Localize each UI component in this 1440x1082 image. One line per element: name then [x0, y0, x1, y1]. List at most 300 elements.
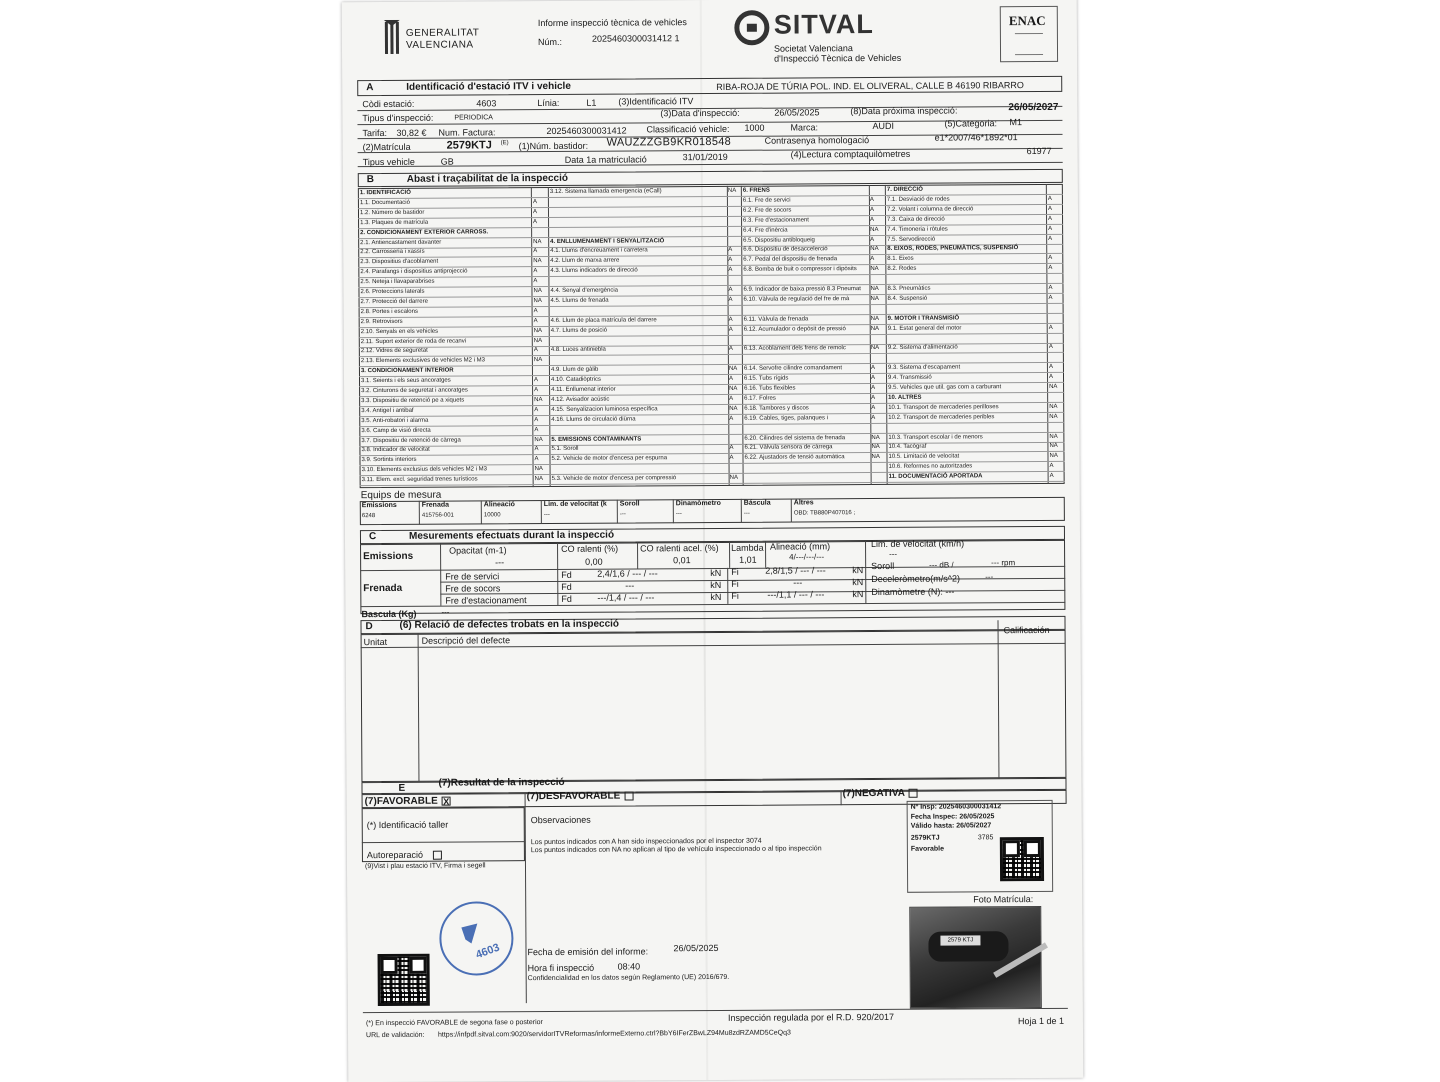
checklist-item-result: A	[1048, 344, 1053, 351]
equips-header: Báscula	[743, 499, 771, 507]
checklist-item-label: 11. DOCUMENTACIÓ APORTADA	[888, 473, 983, 481]
decel-label: Deceleròmetro(m/s^2)	[871, 573, 961, 585]
codi-value: 4603	[476, 98, 497, 109]
section-c-title: Mesurements efectuats durant la inspecció	[408, 529, 615, 542]
checklist-item-result: NA	[870, 285, 879, 293]
fre-servici-fd: 2,4/1,6 / --- / ---	[597, 568, 658, 579]
equips-value: 6248	[361, 513, 376, 520]
checklist-item-result: A	[728, 296, 733, 303]
checklist-item-result: A	[870, 365, 875, 372]
checklist-item-result: A	[533, 317, 538, 324]
equips-value: OBD: TB880P407016 ;	[793, 510, 856, 517]
checklist-item-result: A	[870, 216, 875, 223]
plate-text: 2579 KTJ	[940, 935, 980, 945]
fre-estac-label: Fre d'estacionament	[445, 595, 527, 606]
checklist-item-label: 6.22. Ajustadors de tensió automàtica	[744, 454, 845, 462]
km-value: 61977	[1026, 145, 1052, 157]
kn-2: kN	[710, 579, 722, 591]
checklist-item-result: A	[728, 286, 733, 293]
equips-header: Soroll	[619, 500, 640, 508]
checklist-item-result: NA	[1049, 453, 1058, 460]
checklist-item-result: A	[533, 248, 538, 255]
emision-label: Fecha de emisión del informe:	[527, 946, 649, 958]
checklist-item-result: NA	[533, 297, 542, 304]
fre-servici-fi: 2,8/1,5 / --- / ---	[765, 565, 826, 576]
soroll-value: --- dB /	[929, 560, 954, 570]
report-qr-icon	[378, 954, 430, 1006]
sticker-code: 3785	[977, 834, 994, 842]
checklist-item-label: 10.1. Transport de mercaderies perilloses	[888, 404, 999, 411]
checklist-item-result: A	[534, 387, 539, 394]
section-d-letter: D	[365, 621, 373, 633]
checklist-item-label: 6.20. Cilindres del sistema de frenada	[744, 434, 846, 442]
checklist-item-result: A	[533, 278, 538, 285]
checklist-row-line	[550, 483, 743, 485]
checklist-item-label: 2.8. Portes i escalons	[360, 308, 418, 315]
section-b-col2	[550, 187, 743, 486]
equips-title: Equips de mesura	[360, 489, 442, 502]
checklist-item-result: A	[1048, 225, 1053, 232]
checklist-item-label: 7.1. Desviació de rodes	[886, 196, 950, 203]
equips-divider	[419, 501, 420, 525]
checklist-item-result: A	[729, 455, 734, 462]
checklist-item-result: A	[1049, 463, 1054, 470]
checklist-item-result: A	[1048, 215, 1053, 222]
checklist-item-result: A	[729, 395, 734, 402]
sticker-qr-icon	[1000, 837, 1044, 881]
data-matric-value: 31/01/2019	[682, 151, 728, 163]
co-ralenti-acel-label: CO ralenti acel. (%)	[640, 542, 719, 554]
checklist-item-result: A	[534, 426, 539, 433]
section-a-title: Identificació d'estació ITV i vehicle	[406, 80, 571, 93]
kn-6: kN	[852, 589, 864, 600]
checklist-item-label: 10.6. Reformes no autoritzades	[888, 463, 973, 471]
equips-value: 10000	[483, 512, 501, 519]
checklist-item-label: 5.2. Vehicle de motor d'encesa per espurna	[551, 455, 668, 463]
checklist-item-result: NA	[1049, 443, 1058, 450]
page-indicator: Hoja 1 de 1	[1017, 1015, 1065, 1027]
checklist-item-result: A	[1049, 473, 1054, 480]
checklist-item-label: 4.12. Avisador acústic	[551, 396, 610, 403]
checklist-item-result: A	[1047, 195, 1052, 202]
section-e-title: (7)Resultat de la inspecció	[438, 776, 565, 789]
taller-label: (*) Identificació taller	[366, 819, 449, 831]
autoreparacio-text: Autoreparació	[366, 849, 423, 861]
hora-label: Hora fi inspecció	[527, 962, 595, 974]
checklist-item-result: A	[870, 375, 876, 382]
checklist-item-label: 5.1. Soroll	[551, 446, 579, 453]
equips-value: ---	[543, 511, 550, 519]
bastidor-label: (1)Núm. bastidor:	[518, 140, 589, 152]
checklist-item-label: 4.9. Llum de gàlib	[550, 366, 599, 374]
section-e-letter: E	[398, 782, 406, 794]
fre-socors-fd: ---	[625, 580, 635, 591]
checklist-item-label: 1.1. Documentació	[359, 199, 410, 207]
fre-socors-fi: ---	[793, 577, 803, 588]
tipus-veh-value: GB	[440, 156, 454, 167]
checklist-item-result: A	[728, 247, 733, 254]
desfavorable-checkbox[interactable]	[624, 791, 633, 800]
checklist-item-label: 6.12. Acumulador o depòsit de pressió	[743, 325, 846, 333]
checklist-item-result: NA	[870, 226, 879, 233]
checklist-item-label: 6.13. Acoblament dels frens de remolc	[743, 345, 846, 353]
checklist-item-label: 6. FRENS	[742, 187, 770, 194]
sticker-mat: 2579KTJ	[910, 834, 940, 842]
tarifa-label: Tarifa:	[362, 127, 388, 139]
bastidor-value: WAUZZZGB9KR018548	[606, 135, 732, 149]
equips-header: Lim. de velocitat (k	[543, 500, 607, 509]
calificacio-header: Calificación	[1003, 624, 1050, 636]
checklist-item-label: 3.3. Dispositiu de retenció pe a xiquets	[361, 397, 465, 405]
alineacio-value: 4/---/---/---	[789, 552, 825, 562]
checklist-item-result: A	[728, 257, 733, 264]
checklist-item-label: 6.2. Fre de socors	[742, 207, 792, 214]
bascula-label: Bascula (Kg)	[361, 608, 417, 620]
checklist-item-label: 2.6. Proteccions laterals	[360, 288, 425, 296]
defects-table	[361, 630, 1067, 782]
checklist-item-label: 2.9. Retrovisors	[360, 318, 403, 325]
checklist-item-result: A	[729, 415, 734, 422]
checklist-item-result: A	[1048, 265, 1053, 272]
classif-value: 1000	[744, 122, 765, 133]
checklist-item-label: 2.5. Neteja i llavaparabrises	[360, 278, 435, 286]
checklist-row-line	[743, 482, 887, 484]
checklist-item-label: 6.9. Indicador de baixa pressió 8.3 Pneumat	[743, 286, 861, 293]
checklist-item-result: A	[728, 346, 733, 353]
confid-note: Confidencialidad en los datos según Reglamento (UE) 2016/679.	[527, 973, 730, 983]
categoria-value: M1	[1009, 117, 1022, 128]
co-ralenti-label: CO ralenti (%)	[561, 543, 619, 554]
checklist-item-result: NA	[729, 474, 738, 481]
obs-line2: Los puntos indicados con NA no aplican al tipo de vehículo inspeccionado o al tipo inspección	[530, 845, 822, 855]
equips-header: Altres	[793, 499, 814, 507]
sitval-logo	[734, 10, 770, 46]
sitval-title: SITVAL	[773, 9, 874, 40]
checklist-item-label: 2.7. Protecció del darrere	[360, 298, 428, 306]
fre-servici-label: Fre de servici	[445, 571, 500, 582]
checklist-item-label: 4.5. Llums de frenada	[550, 297, 609, 304]
negativa-text: (7)NEGATIVA	[842, 787, 906, 800]
checklist-item-result: A	[869, 196, 874, 203]
checklist-item-label: 2.11. Suport exterior de roda de recanvi	[360, 338, 467, 345]
checklist-item-result: NA	[534, 466, 543, 473]
report-title: Informe inspecció tècnica de vehicles	[537, 17, 687, 29]
checklist-item-result: NA	[870, 246, 879, 253]
equips-divider	[481, 500, 482, 524]
itv-sticker	[907, 800, 1054, 893]
checklist-item-label: 4. ENLLUMENAMENT I SENYALITZACIÓ	[550, 237, 665, 245]
checklist-item-label: 2.2. Carrosseria i xassís	[360, 249, 425, 256]
checklist-item-label: 10.2. Transport de mercaderies peribles	[888, 413, 995, 421]
validation-url[interactable]: https://infpdf.sitval.com:9020/servidorITVReformas/informeExterno.ctrl?BbY6IFerZBwLZ94Mu8zdRZAMD5CeQq3	[437, 1029, 791, 1039]
checklist-item-label: 6.16. Tubs flexibles	[744, 385, 796, 392]
marca-value: AUDI	[872, 120, 895, 132]
emissions-label: Emissions	[363, 550, 414, 563]
checklist-item-label: 6.3. Fre d'estacionament	[743, 217, 809, 224]
equips-divider	[617, 500, 618, 524]
checklist-item-result: NA	[728, 366, 738, 373]
lambda-value: 1,01	[739, 554, 757, 565]
sitval-logo-icon	[734, 10, 770, 46]
checklist-item-label: 4.16. Llums de circulació diürna	[551, 416, 636, 423]
equips-divider	[673, 499, 674, 523]
foto-label: Foto Matrícula:	[973, 894, 1034, 905]
checklist-item-label: 4.7. Llums de posició	[550, 327, 608, 334]
gv-crest-icon	[382, 20, 402, 56]
checklist-item	[745, 473, 887, 484]
report-num-label: Núm.:	[537, 36, 563, 48]
autoreparacio-checkbox[interactable]	[433, 851, 442, 860]
autoreparacio-label	[367, 850, 442, 861]
lim-vel-label: Lim. de velocitat (km/h)	[870, 538, 965, 550]
tarifa-value: 30,82 €	[396, 127, 427, 138]
tipus-value: PERIODICA	[454, 114, 493, 122]
checklist-item-label: 6.4. Fre d'inèrcia	[743, 227, 788, 234]
checklist-item-label: 4.3. Llums indicadors de direcció	[550, 267, 638, 275]
checklist-item-result: NA	[1049, 403, 1058, 410]
co-ralenti-value: 0,00	[585, 556, 603, 567]
negativa-checkbox[interactable]	[909, 789, 918, 798]
fd-label-3: Fd	[561, 593, 572, 604]
checklist-item-label: 10.5. Limitació de velocitat	[888, 453, 960, 461]
checklist-item-result: A	[532, 208, 538, 215]
checklist-item-result: A	[533, 218, 538, 225]
checklist-row-line	[360, 484, 550, 486]
fi-label-2: Fi	[731, 578, 739, 589]
checklist-item-result: A	[533, 347, 538, 354]
checklist-item-result: A	[870, 256, 875, 263]
checklist-item-label: 6.14. Servofre cilindre comandament	[743, 365, 843, 372]
equips-header: Dinamòmetro	[675, 499, 721, 508]
report-num-value: 2025460300031412 1	[591, 33, 680, 44]
fi-label-1: Fi	[731, 566, 739, 577]
data-insp-value: 26/05/2025	[774, 107, 820, 118]
checklist-item-result: A	[728, 267, 733, 274]
checklist-item-result: NA	[534, 396, 543, 403]
checklist-item-label: 6.6. Dispositiu de desaccelerció	[743, 246, 828, 254]
hora-value: 08:40	[617, 961, 641, 972]
checklist-item-result: NA	[870, 266, 879, 273]
checklist-item-label: 6.18. Tambores y discos	[744, 405, 809, 412]
checklist-item-label: 3.7. Dispositiu de retenció de càrrega	[361, 437, 461, 444]
checklist-item-label: 6.11. Vàlvula de frenada	[743, 316, 809, 323]
checklist-item-label: 3.4. Antigel i antibaf	[361, 407, 414, 414]
co-ralenti-acel-value: 0,01	[673, 555, 691, 566]
checklist-item-label: 9.2. Sistema d'alimentació	[887, 344, 958, 352]
checklist-item-label: 4.4. Senyal d'emergència	[550, 287, 619, 294]
checklist-item-label: 3. CONDICIONAMENT INTERIOR	[360, 367, 454, 375]
section-b-col1	[360, 188, 550, 487]
data-insp-label: (3)Data d'inspecció:	[660, 107, 740, 119]
negativa-label	[843, 788, 918, 799]
checklist-item-result: NA	[533, 238, 542, 245]
checklist-item-label: 7.2. Volant i columna de direcció	[886, 206, 974, 213]
gv-logo	[382, 20, 402, 56]
checklist-item-label: 3.9. Sortints interiors	[361, 457, 417, 464]
checklist-item-label: 4.8. Luces antiniebla	[550, 347, 606, 354]
favorable-text: (7)FAVORABLE	[364, 795, 438, 808]
checklist-item-result: NA	[729, 385, 738, 392]
checklist-item-label: 2.10. Senyals en els vehicles	[360, 328, 439, 335]
data-matric-label: Data 1a matriculació	[564, 154, 647, 165]
checklist-item-result: A	[729, 445, 734, 452]
equips-divider	[741, 499, 742, 523]
checklist-item-result: A	[533, 307, 538, 314]
enac-fine-print	[1015, 33, 1043, 55]
tipus-label: Tipus d'inspecció:	[362, 112, 434, 124]
checklist-item-result: A	[534, 377, 539, 384]
fd-label-2: Fd	[561, 581, 572, 592]
equips-value: ---	[743, 510, 750, 517]
equips-value: 415756-001	[421, 512, 454, 519]
checklist-item-label: 9.5. Vehicles que util. gas com a carburant	[888, 384, 1002, 391]
checklist-item-label: 1.2. Número de bastidor	[359, 209, 425, 216]
id-itv-label: (3)Identificació ITV	[618, 96, 694, 107]
checklist-item-label: 6.1. Fre de servici	[742, 197, 791, 204]
checklist-item-result: NA	[533, 288, 542, 295]
checklist-item-label: 6.15. Tubs rígids	[743, 375, 789, 382]
checklist-item-result: NA	[533, 258, 542, 265]
section-d-title: (6) Relació de defectes trobats en la inspecció	[399, 618, 620, 631]
regulada-note: Inspección regulada por el R.D. 920/2017	[727, 1011, 895, 1023]
equips-divider	[541, 500, 542, 524]
checklist-item-label: 4.6. Llum de placa matrícula del darrere	[550, 317, 657, 324]
checklist-item	[362, 475, 550, 486]
checklist-item-result: NA	[729, 405, 738, 412]
sticker-fecha: Fecha Inspec: 26/05/2025	[910, 813, 995, 821]
checklist-item-label: 7. DIRECCIÓ	[886, 186, 923, 193]
equips-value: ---	[619, 511, 626, 518]
checklist-item-result: NA	[534, 436, 543, 443]
checklist-item-label: 6.19. Cables, tiges, palanques i	[744, 414, 829, 422]
itv-station-stamp	[439, 901, 513, 975]
bascula-value: ---	[441, 607, 450, 617]
checklist-item-result: A	[728, 326, 733, 333]
checklist-item-result: NA	[1049, 383, 1058, 390]
factura-label: Num. Factura:	[438, 127, 496, 138]
checklist-item-label: 3.10. Elements exclusius dels vehicles M2 i M3	[361, 466, 487, 474]
descripcio-header: Descripció del defecte	[421, 635, 511, 646]
checklist-item-label: 4.10. Catadiòptrics	[551, 376, 602, 384]
factura-value: 2025460300031412	[546, 125, 627, 137]
checklist-item-label: 8. EIXOS, RODES, PNEUMÀTICS, SUSPENSIÓ	[887, 245, 1019, 253]
checklist-item-label: 2.13. Elements exclusives de vehicles M2 i M3	[360, 357, 485, 365]
checklist-item-result: A	[871, 394, 876, 401]
checklist-item-result: A	[532, 198, 537, 205]
checklist-item-label: 8.4. Suspensió	[887, 295, 928, 302]
marca-label: Marca:	[790, 122, 819, 133]
checklist-item-label: 7.5. Servodirecció	[887, 236, 936, 243]
section-a-letter: A	[366, 82, 374, 94]
checklist-item-label: 8.2. Rodes	[887, 265, 917, 273]
checklist-item-result: NA	[870, 325, 880, 332]
data-prox-value: 26/05/2027	[1008, 101, 1059, 114]
checklist-item-result: NA	[727, 187, 737, 194]
sitval-sub1: Societat Valenciana	[773, 43, 853, 54]
matricula-value: 2579KTJ	[446, 139, 492, 152]
matricula-sup: (E)	[500, 140, 509, 147]
checklist-item-label: 3.11. Elem. excl. seguridad trenes turísticos	[361, 476, 478, 484]
checklist-item-result: NA	[871, 454, 880, 461]
lim-vel-value: ---	[889, 549, 898, 559]
lambda-label: Lambda	[731, 542, 764, 553]
checklist-item-label: 8.3. Pneumàtics	[887, 285, 931, 292]
matricula-label: (2)Matrícula	[362, 141, 411, 153]
checklist-item-label: 3.5. Anti-robatori i alarma	[361, 417, 429, 424]
checklist-item-label: 2.1. Antiencastament davanter	[360, 239, 442, 246]
checklist-item-label: 6.7. Pedal del dispositiu de frenada	[743, 256, 838, 264]
checklist-item-result: A	[871, 385, 876, 392]
stamp-number: 4603	[474, 941, 502, 962]
checklist-item-label: 4.1. Llums d'encreuament i carretera	[550, 247, 648, 255]
linia-value: L1	[586, 97, 597, 108]
emision-value: 26/05/2025	[673, 942, 719, 954]
checklist-item-result: A	[534, 406, 539, 413]
checklist-item-result: A	[534, 456, 539, 463]
classif-label: Classificació vehicle:	[646, 123, 730, 135]
validation-url-label: URL de validación:	[365, 1031, 425, 1040]
section-b-title: Abast i traçabilitat de la inspecció	[406, 172, 568, 185]
section-c-letter: C	[368, 531, 377, 543]
checklist-item-label: 3.12. Sistema llamada emergencia (eCall)	[549, 188, 662, 195]
kn-1: kN	[710, 567, 722, 579]
checklist-item-result: NA	[533, 337, 543, 344]
sticker-fav: Favorable	[910, 845, 944, 853]
checklist-item-label: 6.10. Vàlvula de regulació del fre de mà	[743, 296, 850, 303]
checklist-item-result: NA	[871, 434, 880, 441]
checklist-item-label: 8.1. Eixos	[887, 256, 914, 263]
equips-header: Frenada	[421, 501, 450, 509]
checklist-item-result: NA	[533, 357, 543, 364]
inspection-report-sheet	[342, 0, 1084, 1082]
checklist-item-label: 3.1. Seients i els seus ancoratges	[361, 377, 451, 385]
fre-estac-fd: ---/1,4 / --- / ---	[597, 592, 655, 603]
sticker-ninsp: Nº Insp: 2025460300031412	[910, 803, 1002, 811]
equips-header: Emissions	[361, 501, 397, 510]
equips-header: Alineació	[483, 501, 515, 509]
checklist-item-label: 2.3. Dispositius d'acoblament	[360, 258, 439, 266]
checklist-item-result: NA	[870, 315, 880, 322]
checklist-item-result: A	[870, 236, 875, 243]
decel-value: ---	[985, 572, 994, 582]
categoria-label: (5)Categoria:	[944, 118, 998, 129]
id-itv-value: RIBA-ROJA DE TÚRIA POL. IND. EL OLIVERAL, CALLE B 46190 RIBARRO	[716, 80, 1024, 92]
equips-row	[360, 497, 1065, 525]
sticker-valido: Válido hasta: 26/05/2027	[910, 822, 992, 830]
alineacio-label: Alineació (mm)	[770, 541, 831, 552]
enac-label: ENAC	[1008, 12, 1046, 29]
rpm-value: --- rpm	[991, 558, 1016, 568]
gv-name-line1: GENERALITAT	[405, 27, 480, 39]
checklist-item-result: A	[1048, 284, 1053, 291]
favorable-checkbox[interactable]: X	[443, 796, 450, 807]
checklist-item-label: 7.4. Timoneria i ròtules	[887, 226, 948, 233]
checklist-item	[552, 474, 743, 485]
checklist-item-label: 9.3. Sistema d'escapament	[887, 364, 961, 372]
checklist-item-label: 10.4. Tacògraf	[888, 444, 927, 451]
kn-5: kN	[852, 577, 864, 588]
codi-label: Còdi estació:	[362, 98, 415, 110]
checklist-item-label: 7.3. Caixa de direcció	[887, 216, 945, 223]
stamp-arrow-icon	[441, 903, 511, 973]
checklist-item-label: 4.15. Senyalizacion luminosa específica	[551, 406, 658, 413]
checklist-item-label: 3.8. Indicador de velocitat	[361, 447, 430, 454]
obs-line1: Los puntos indicados con A han sido inspeccionados por el inspector 3074	[530, 837, 762, 847]
checklist-item-label: 1.3. Plaques de matrícula	[360, 219, 429, 226]
desfavorable-text: (7)DESFAVORABLE	[526, 790, 621, 803]
section-b-col3	[743, 186, 887, 485]
kn-3: kN	[710, 591, 722, 603]
